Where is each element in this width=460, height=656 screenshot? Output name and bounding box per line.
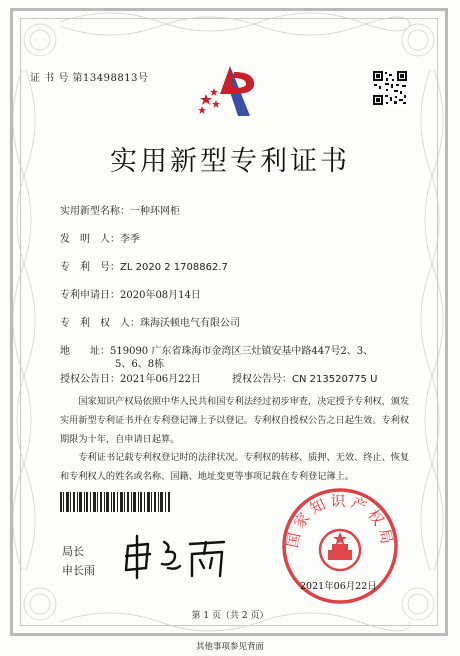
national-emblem-icon xyxy=(320,530,360,570)
signatory-name: 申长雨 xyxy=(62,564,95,577)
legal-status-paragraph: 专利证书记载专利权登记时的法律状况。专利权的转移、质押、无效、终止、恢复和专利权人的姓名或名称、国籍、地址变更等事项记载在专利登记簿上。 xyxy=(60,452,410,482)
patentee-field: 专 利 权 人：珠海沃顿电气有限公司 xyxy=(60,318,240,329)
grant-statement-paragraph: 国家知识产权局依照中华人民共和国专利法经过初步审查，决定授予专利权，颁发实用新型专利证书并在专利登记簿上予以登记。专利权自授权公告之日起生效。专利权期限为十年，自申请日起算。 xyxy=(60,396,410,445)
certificate-title: 实用新型专利证书 xyxy=(110,146,350,177)
grant-date-field: 授权公告日：2021年06月22日 xyxy=(60,374,201,385)
barcode xyxy=(60,492,172,512)
certificate-number-value: 第13498813号 xyxy=(72,73,149,84)
address-line-2: 5、6、8栋 xyxy=(115,359,165,370)
certificate-number-label: 证 书 号 xyxy=(30,73,69,84)
application-date-field: 专利申请日：2020年08月14日 xyxy=(60,290,201,301)
signatory-title: 局长 xyxy=(62,545,84,558)
page-number: 第 1 页（共 2 页） xyxy=(191,611,269,621)
address-field: 地 址：519090 广东省珠海市金湾区三灶镇安基中路447号2、3、 xyxy=(60,346,374,357)
patent-number-field: 专 利 号：ZL 2020 2 1708862.7 xyxy=(60,262,228,273)
footer-note: 其他事项参见背面 xyxy=(195,642,264,652)
handwritten-signature xyxy=(120,532,232,580)
seal-text: 国家知识产权局 xyxy=(283,492,397,550)
utility-model-name-field: 实用新型名称：一种环网柜 xyxy=(60,206,180,217)
qr-code xyxy=(372,70,408,106)
patent-office-logo-icon xyxy=(194,64,266,120)
inventor-field: 发 明 人：李季 xyxy=(60,234,140,245)
seal-date: 2021年06月22日 xyxy=(300,581,377,592)
announcement-number-field: 授权公告号：CN 213520775 U xyxy=(232,374,378,385)
certificate-number xyxy=(30,69,148,84)
